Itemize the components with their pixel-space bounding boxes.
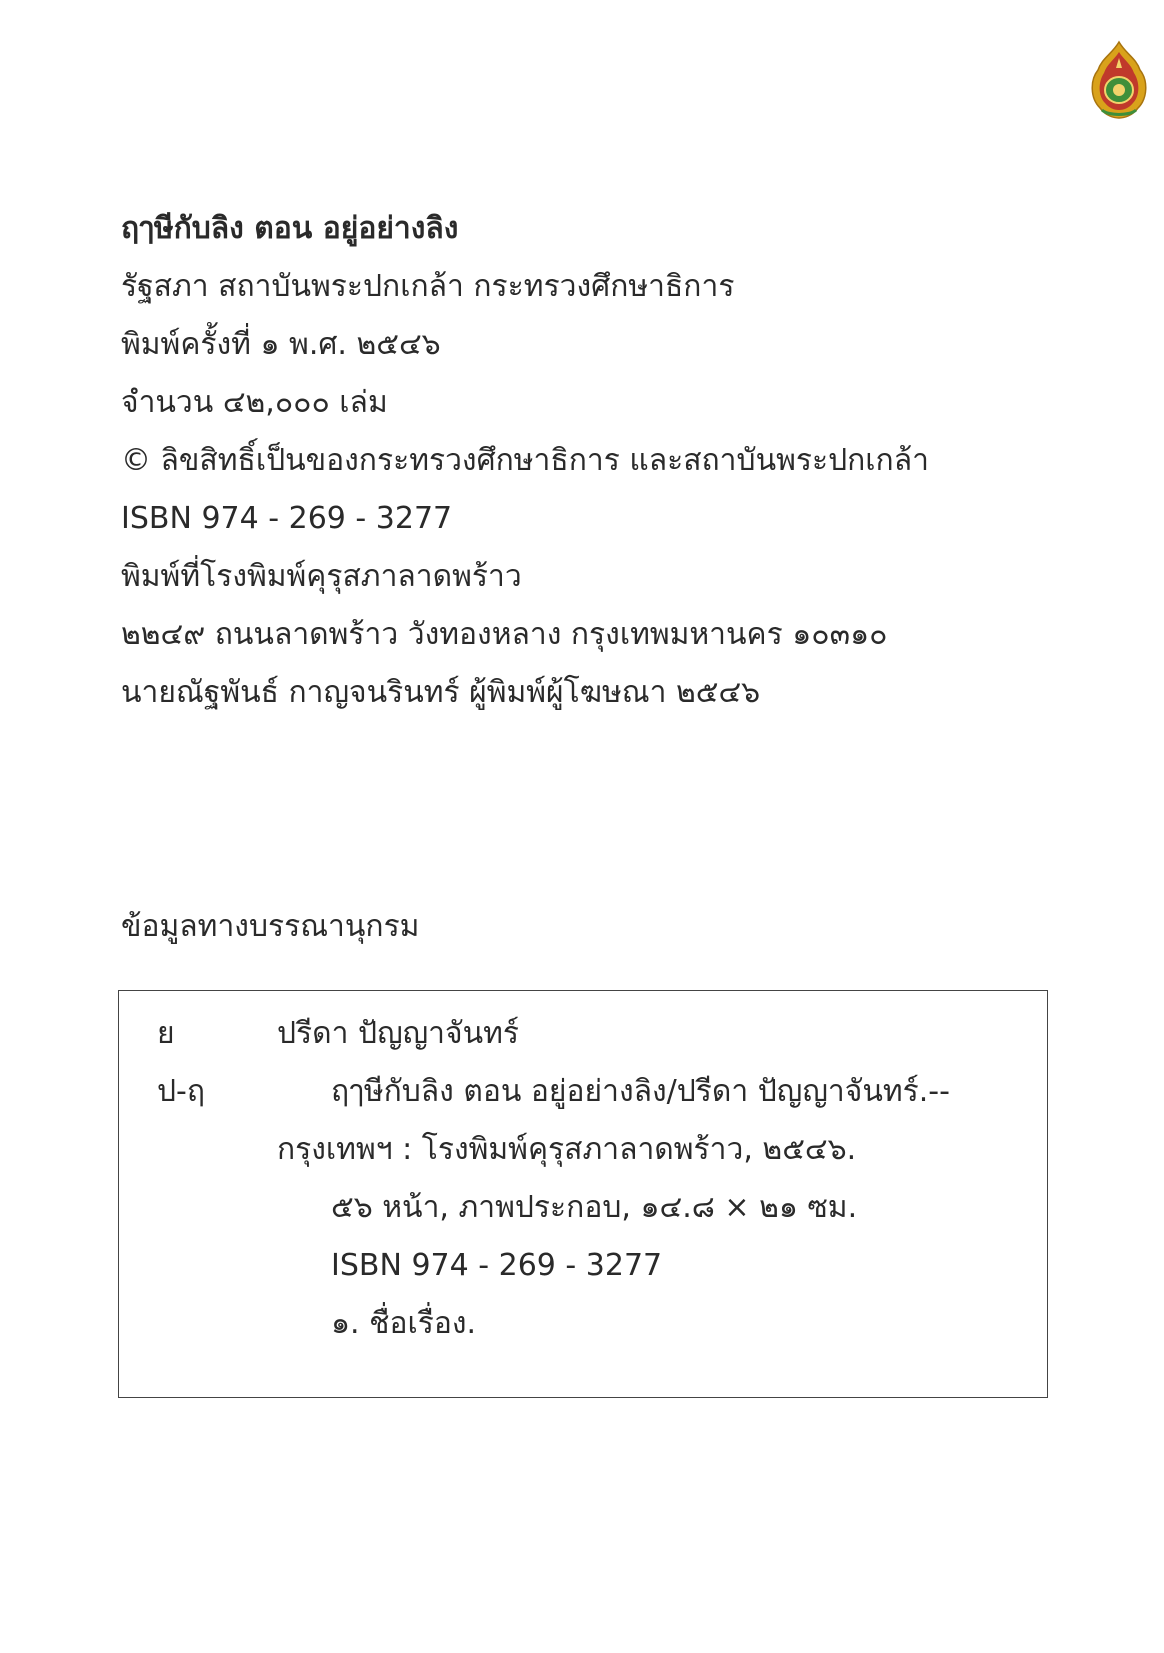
imprint-block [121, 200, 1081, 722]
address-line: ๒๒๔๙ ถนนลาดพร้าว วังทองหลาง กรุงเทพมหานคร ๑๐๓๑๐ [121, 617, 888, 652]
edition-line: พิมพ์ครั้งที่ ๑ พ.ศ. ๒๕๔๖ [121, 327, 441, 362]
printer-line: พิมพ์ที่โรงพิมพ์คุรุสภาลาดพร้าว [121, 559, 522, 594]
cip-subject: ๑. ชื่อเรื่อง. [331, 1306, 477, 1341]
copies-line: จำนวน ๔๒,๐๐๐ เล่ม [121, 385, 388, 420]
cip-physical-description: ๕๖ หน้า, ภาพประกอบ, ๑๔.๘ × ๒๑ ซม. [331, 1190, 858, 1225]
cip-publication: กรุงเทพฯ : โรงพิมพ์คุรุสภาลาดพร้าว, ๒๕๔๖. [277, 1132, 857, 1167]
ministry-emblem-icon [1088, 40, 1150, 120]
cip-title-code: ป-ฤ [157, 1074, 206, 1109]
cip-author-code: ย [157, 1016, 175, 1051]
cip-record-box [118, 990, 1048, 1398]
cip-title-statement: ฤๅษีกับลิง ตอน อยู่อย่างลิง/ปรีดา ปัญญาจันทร์.-- [331, 1074, 950, 1109]
cip-author: ปรีดา ปัญญาจันทร์ [277, 1016, 520, 1051]
cip-isbn: ISBN 974 - 269 - 3277 [331, 1248, 663, 1283]
publishers-line: รัฐสภา สถาบันพระปกเกล้า กระทรวงศึกษาธิการ [121, 269, 735, 304]
isbn-line: ISBN 974 - 269 - 3277 [121, 501, 453, 536]
publisher-person-line: นายณัฐพันธ์ กาญจนรินทร์ ผู้พิมพ์ผู้โฆษณา ๒๕๔๖ [121, 675, 761, 710]
book-title: ฤๅษีกับลิง ตอน อยู่อย่างลิง [121, 211, 459, 246]
copyright-line: © ลิขสิทธิ์เป็นของกระทรวงศึกษาธิการ และสถาบันพระปกเกล้า [121, 443, 929, 478]
cip-heading: ข้อมูลทางบรรณานุกรม [121, 909, 420, 944]
